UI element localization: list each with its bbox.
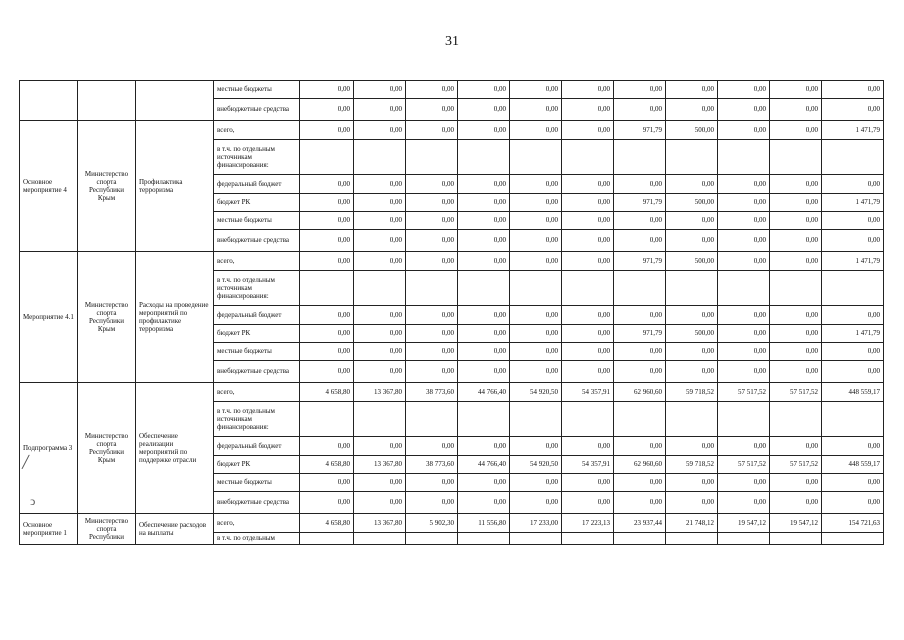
amount-cell: 0,00 [666, 230, 718, 252]
amount-cell: 21 748,12 [666, 514, 718, 533]
amount-cell: 971,79 [614, 325, 666, 343]
amount-cell: 0,00 [718, 81, 770, 99]
amount-cell: 0,00 [770, 230, 822, 252]
amount-cell: 0,00 [614, 230, 666, 252]
amount-cell: 0,00 [666, 343, 718, 361]
amount-cell: 0,00 [666, 175, 718, 194]
amount-cell: 0,00 [406, 361, 458, 383]
pen-mark: ╱ [22, 455, 30, 469]
amount-cell: 59 718,52 [666, 456, 718, 474]
amount-cell: 4 658,80 [300, 383, 354, 402]
amount-cell: 19 547,12 [770, 514, 822, 533]
empty-cell [354, 271, 406, 306]
amount-cell: 0,00 [300, 437, 354, 456]
amount-cell: 0,00 [562, 306, 614, 325]
amount-cell: 23 937,44 [614, 514, 666, 533]
measure-goal: Расходы на проведение мероприятий по профилактике терроризма [136, 252, 214, 383]
amount-cell: 0,00 [770, 252, 822, 271]
amount-cell: 0,00 [300, 81, 354, 99]
empty-cell [300, 533, 354, 545]
empty-cell [718, 271, 770, 306]
amount-cell: 0,00 [562, 343, 614, 361]
amount-cell: 0,00 [822, 437, 884, 456]
amount-cell: 4 658,80 [300, 514, 354, 533]
funding-source: в т.ч. по отдельным источникам финансирования: [214, 140, 300, 175]
table-row [20, 81, 884, 99]
amount-cell: 0,00 [718, 175, 770, 194]
amount-cell: 0,00 [614, 492, 666, 514]
responsible-org: Министерство спорта Республики Крым [78, 383, 136, 514]
amount-cell: 0,00 [822, 230, 884, 252]
amount-cell: 0,00 [510, 99, 562, 121]
amount-cell: 0,00 [666, 81, 718, 99]
empty-cell [458, 140, 510, 175]
amount-cell: 57 517,52 [770, 456, 822, 474]
amount-cell: 0,00 [458, 81, 510, 99]
amount-cell: 0,00 [458, 343, 510, 361]
amount-cell: 0,00 [822, 175, 884, 194]
amount-cell: 0,00 [770, 306, 822, 325]
amount-cell: 0,00 [666, 474, 718, 492]
amount-cell: 19 547,12 [718, 514, 770, 533]
amount-cell: 0,00 [510, 343, 562, 361]
amount-cell: 0,00 [770, 474, 822, 492]
amount-cell: 0,00 [406, 437, 458, 456]
amount-cell: 0,00 [406, 343, 458, 361]
amount-cell: 0,00 [718, 437, 770, 456]
amount-cell: 0,00 [300, 175, 354, 194]
amount-cell: 0,00 [614, 81, 666, 99]
amount-cell: 0,00 [354, 306, 406, 325]
amount-cell: 0,00 [510, 492, 562, 514]
amount-cell: 0,00 [822, 343, 884, 361]
amount-cell: 0,00 [666, 361, 718, 383]
empty-cell [614, 140, 666, 175]
empty-cell [822, 271, 884, 306]
amount-cell: 0,00 [770, 121, 822, 140]
amount-cell: 0,00 [406, 175, 458, 194]
empty-cell [614, 271, 666, 306]
amount-cell: 0,00 [718, 99, 770, 121]
amount-cell: 59 718,52 [666, 383, 718, 402]
amount-cell: 0,00 [354, 81, 406, 99]
amount-cell: 0,00 [770, 325, 822, 343]
amount-cell: 0,00 [510, 81, 562, 99]
amount-cell: 0,00 [562, 212, 614, 230]
funding-source: местные бюджеты [214, 81, 300, 99]
amount-cell: 0,00 [510, 194, 562, 212]
amount-cell: 0,00 [822, 99, 884, 121]
empty-cell [458, 402, 510, 437]
amount-cell: 0,00 [614, 306, 666, 325]
amount-cell: 0,00 [614, 437, 666, 456]
amount-cell: 971,79 [614, 194, 666, 212]
amount-cell: 0,00 [718, 121, 770, 140]
amount-cell: 0,00 [718, 325, 770, 343]
amount-cell: 0,00 [562, 437, 614, 456]
amount-cell: 0,00 [406, 212, 458, 230]
page-number: 31 [445, 34, 459, 49]
measure-label: Мероприятие 4.1 [20, 252, 78, 383]
amount-cell: 0,00 [458, 252, 510, 271]
table-body [20, 81, 884, 545]
funding-source: в т.ч. по отдельным источникам финансирования: [214, 402, 300, 437]
empty-cell [562, 140, 614, 175]
amount-cell: 971,79 [614, 121, 666, 140]
amount-cell: 0,00 [354, 361, 406, 383]
amount-cell: 54 920,50 [510, 456, 562, 474]
empty-cell [406, 402, 458, 437]
amount-cell: 0,00 [614, 474, 666, 492]
empty-cell [458, 533, 510, 545]
amount-cell: 0,00 [718, 252, 770, 271]
amount-cell: 0,00 [510, 325, 562, 343]
amount-cell: 0,00 [406, 252, 458, 271]
amount-cell: 44 766,40 [458, 383, 510, 402]
measure-label: Подпрограмма 3 [20, 383, 78, 514]
amount-cell: 0,00 [354, 194, 406, 212]
empty-cell [666, 533, 718, 545]
amount-cell: 0,00 [666, 99, 718, 121]
amount-cell: 0,00 [666, 492, 718, 514]
funding-source: местные бюджеты [214, 212, 300, 230]
empty-cell [718, 402, 770, 437]
amount-cell: 0,00 [666, 212, 718, 230]
amount-cell: 448 559,17 [822, 456, 884, 474]
amount-cell: 0,00 [458, 212, 510, 230]
amount-cell: 38 773,60 [406, 383, 458, 402]
amount-cell: 0,00 [300, 325, 354, 343]
amount-cell: 0,00 [406, 492, 458, 514]
amount-cell: 0,00 [354, 121, 406, 140]
amount-cell: 57 517,52 [770, 383, 822, 402]
amount-cell: 0,00 [666, 437, 718, 456]
amount-cell: 0,00 [300, 492, 354, 514]
funding-source: внебюджетные средства [214, 492, 300, 514]
amount-cell: 0,00 [562, 325, 614, 343]
amount-cell: 0,00 [770, 99, 822, 121]
amount-cell: 0,00 [718, 361, 770, 383]
amount-cell: 0,00 [458, 325, 510, 343]
amount-cell: 0,00 [510, 121, 562, 140]
amount-cell: 13 367,80 [354, 514, 406, 533]
amount-cell: 11 556,80 [458, 514, 510, 533]
funding-source: бюджет РК [214, 456, 300, 474]
empty-cell [510, 271, 562, 306]
amount-cell: 0,00 [354, 212, 406, 230]
amount-cell: 500,00 [666, 252, 718, 271]
amount-cell: 0,00 [300, 252, 354, 271]
amount-cell: 0,00 [770, 343, 822, 361]
amount-cell: 0,00 [822, 212, 884, 230]
amount-cell: 0,00 [770, 361, 822, 383]
funding-source: бюджет РК [214, 325, 300, 343]
amount-cell: 0,00 [300, 212, 354, 230]
amount-cell: 0,00 [354, 175, 406, 194]
pen-mark-2: ↄ [30, 494, 36, 508]
funding-source: в т.ч. по отдельным источникам финансирования: [214, 271, 300, 306]
amount-cell: 0,00 [718, 492, 770, 514]
amount-cell: 0,00 [770, 492, 822, 514]
measure-goal [136, 81, 214, 121]
amount-cell: 38 773,60 [406, 456, 458, 474]
amount-cell: 0,00 [562, 99, 614, 121]
amount-cell: 0,00 [614, 361, 666, 383]
amount-cell: 0,00 [458, 230, 510, 252]
amount-cell: 0,00 [406, 230, 458, 252]
amount-cell: 0,00 [300, 121, 354, 140]
empty-cell [354, 140, 406, 175]
empty-cell [770, 533, 822, 545]
amount-cell: 0,00 [614, 343, 666, 361]
amount-cell: 0,00 [666, 306, 718, 325]
empty-cell [354, 533, 406, 545]
empty-cell [406, 271, 458, 306]
funding-source: местные бюджеты [214, 343, 300, 361]
amount-cell: 0,00 [770, 175, 822, 194]
amount-cell: 0,00 [510, 252, 562, 271]
funding-source: федеральный бюджет [214, 306, 300, 325]
funding-source: всего, [214, 514, 300, 533]
amount-cell: 500,00 [666, 194, 718, 212]
amount-cell: 0,00 [300, 194, 354, 212]
amount-cell: 448 559,17 [822, 383, 884, 402]
amount-cell: 0,00 [458, 175, 510, 194]
amount-cell: 0,00 [770, 194, 822, 212]
empty-cell [300, 271, 354, 306]
amount-cell: 13 367,80 [354, 456, 406, 474]
amount-cell: 0,00 [458, 437, 510, 456]
measure-goal: Профилактика терроризма [136, 121, 214, 252]
amount-cell: 0,00 [562, 194, 614, 212]
empty-cell [354, 402, 406, 437]
amount-cell: 0,00 [614, 99, 666, 121]
funding-source: всего, [214, 252, 300, 271]
amount-cell: 0,00 [562, 175, 614, 194]
amount-cell: 0,00 [406, 99, 458, 121]
amount-cell: 0,00 [406, 306, 458, 325]
amount-cell: 0,00 [562, 252, 614, 271]
amount-cell: 971,79 [614, 252, 666, 271]
amount-cell: 0,00 [354, 492, 406, 514]
amount-cell: 0,00 [354, 437, 406, 456]
measure-label: Основное мероприятие 1 [20, 514, 78, 545]
amount-cell: 0,00 [510, 437, 562, 456]
responsible-org: Министерство спорта Республики [78, 514, 136, 545]
amount-cell: 0,00 [562, 492, 614, 514]
empty-cell [770, 140, 822, 175]
funding-source: в т.ч. по отдельным [214, 533, 300, 545]
amount-cell: 0,00 [562, 361, 614, 383]
amount-cell: 1 471,79 [822, 325, 884, 343]
empty-cell [562, 402, 614, 437]
amount-cell: 0,00 [300, 474, 354, 492]
amount-cell: 62 960,60 [614, 456, 666, 474]
amount-cell: 0,00 [406, 81, 458, 99]
amount-cell: 0,00 [458, 474, 510, 492]
amount-cell: 0,00 [354, 325, 406, 343]
amount-cell: 0,00 [406, 194, 458, 212]
amount-cell: 54 357,91 [562, 456, 614, 474]
funding-source: бюджет РК [214, 194, 300, 212]
empty-cell [666, 402, 718, 437]
funding-source: федеральный бюджет [214, 175, 300, 194]
amount-cell: 0,00 [770, 81, 822, 99]
amount-cell: 0,00 [718, 194, 770, 212]
funding-source: внебюджетные средства [214, 361, 300, 383]
amount-cell: 0,00 [406, 325, 458, 343]
empty-cell [300, 402, 354, 437]
empty-cell [666, 140, 718, 175]
amount-cell: 0,00 [770, 437, 822, 456]
measure-goal: Обеспечение реализации мероприятий по поддержке отрасли [136, 383, 214, 514]
responsible-org: Министерство спорта Республики Крым [78, 121, 136, 252]
empty-cell [822, 533, 884, 545]
responsible-org [78, 81, 136, 121]
amount-cell: 0,00 [458, 492, 510, 514]
amount-cell: 13 367,80 [354, 383, 406, 402]
amount-cell: 0,00 [562, 230, 614, 252]
amount-cell: 17 233,00 [510, 514, 562, 533]
amount-cell: 0,00 [354, 230, 406, 252]
amount-cell: 0,00 [718, 230, 770, 252]
empty-cell [718, 140, 770, 175]
amount-cell: 0,00 [300, 361, 354, 383]
empty-cell [300, 140, 354, 175]
amount-cell: 500,00 [666, 325, 718, 343]
empty-cell [822, 402, 884, 437]
amount-cell: 0,00 [458, 306, 510, 325]
amount-cell: 57 517,52 [718, 456, 770, 474]
amount-cell: 0,00 [562, 121, 614, 140]
empty-cell [614, 533, 666, 545]
amount-cell: 0,00 [406, 121, 458, 140]
amount-cell: 500,00 [666, 121, 718, 140]
amount-cell: 0,00 [458, 121, 510, 140]
amount-cell: 0,00 [354, 99, 406, 121]
amount-cell: 0,00 [718, 343, 770, 361]
amount-cell: 1 471,79 [822, 194, 884, 212]
amount-cell: 62 960,60 [614, 383, 666, 402]
amount-cell: 154 721,63 [822, 514, 884, 533]
empty-cell [510, 140, 562, 175]
amount-cell: 0,00 [510, 306, 562, 325]
amount-cell: 0,00 [510, 474, 562, 492]
amount-cell: 0,00 [510, 230, 562, 252]
amount-cell: 1 471,79 [822, 252, 884, 271]
table-row [20, 383, 884, 402]
empty-cell [562, 533, 614, 545]
amount-cell: 0,00 [822, 492, 884, 514]
amount-cell: 0,00 [822, 306, 884, 325]
amount-cell: 5 902,30 [406, 514, 458, 533]
empty-cell [562, 271, 614, 306]
amount-cell: 0,00 [300, 306, 354, 325]
amount-cell: 0,00 [614, 212, 666, 230]
empty-cell [770, 271, 822, 306]
empty-cell [770, 402, 822, 437]
funding-source: всего, [214, 383, 300, 402]
empty-cell [510, 533, 562, 545]
empty-cell [822, 140, 884, 175]
table-row [20, 121, 884, 140]
amount-cell: 0,00 [510, 361, 562, 383]
amount-cell: 0,00 [770, 212, 822, 230]
amount-cell: 0,00 [718, 306, 770, 325]
empty-cell [614, 402, 666, 437]
amount-cell: 0,00 [718, 474, 770, 492]
empty-cell [406, 533, 458, 545]
empty-cell [510, 402, 562, 437]
empty-cell [666, 271, 718, 306]
funding-source: местные бюджеты [214, 474, 300, 492]
amount-cell: 0,00 [822, 474, 884, 492]
measure-goal: Обеспечение расходов на выплаты [136, 514, 214, 545]
amount-cell: 0,00 [406, 474, 458, 492]
budget-table [19, 80, 884, 545]
amount-cell: 0,00 [822, 361, 884, 383]
amount-cell: 0,00 [510, 175, 562, 194]
measure-label: Основное мероприятие 4 [20, 121, 78, 252]
amount-cell: 0,00 [458, 194, 510, 212]
funding-source: федеральный бюджет [214, 437, 300, 456]
amount-cell: 54 357,91 [562, 383, 614, 402]
amount-cell: 0,00 [718, 212, 770, 230]
amount-cell: 0,00 [354, 474, 406, 492]
table-row [20, 514, 884, 533]
amount-cell: 1 471,79 [822, 121, 884, 140]
amount-cell: 0,00 [510, 212, 562, 230]
amount-cell: 0,00 [822, 81, 884, 99]
amount-cell: 57 517,52 [718, 383, 770, 402]
amount-cell: 4 658,80 [300, 456, 354, 474]
funding-source: внебюджетные средства [214, 230, 300, 252]
amount-cell: 17 223,13 [562, 514, 614, 533]
funding-source: всего, [214, 121, 300, 140]
amount-cell: 0,00 [458, 99, 510, 121]
amount-cell: 44 766,40 [458, 456, 510, 474]
empty-cell [718, 533, 770, 545]
table-row [20, 252, 884, 271]
responsible-org: Министерство спорта Республики Крым [78, 252, 136, 383]
amount-cell: 0,00 [354, 252, 406, 271]
amount-cell: 0,00 [614, 175, 666, 194]
amount-cell: 0,00 [300, 99, 354, 121]
amount-cell: 0,00 [562, 474, 614, 492]
measure-label [20, 81, 78, 121]
funding-source: внебюджетные средства [214, 99, 300, 121]
amount-cell: 54 920,50 [510, 383, 562, 402]
amount-cell: 0,00 [458, 361, 510, 383]
amount-cell: 0,00 [300, 343, 354, 361]
amount-cell: 0,00 [300, 230, 354, 252]
empty-cell [406, 140, 458, 175]
empty-cell [458, 271, 510, 306]
amount-cell: 0,00 [562, 81, 614, 99]
amount-cell: 0,00 [354, 343, 406, 361]
